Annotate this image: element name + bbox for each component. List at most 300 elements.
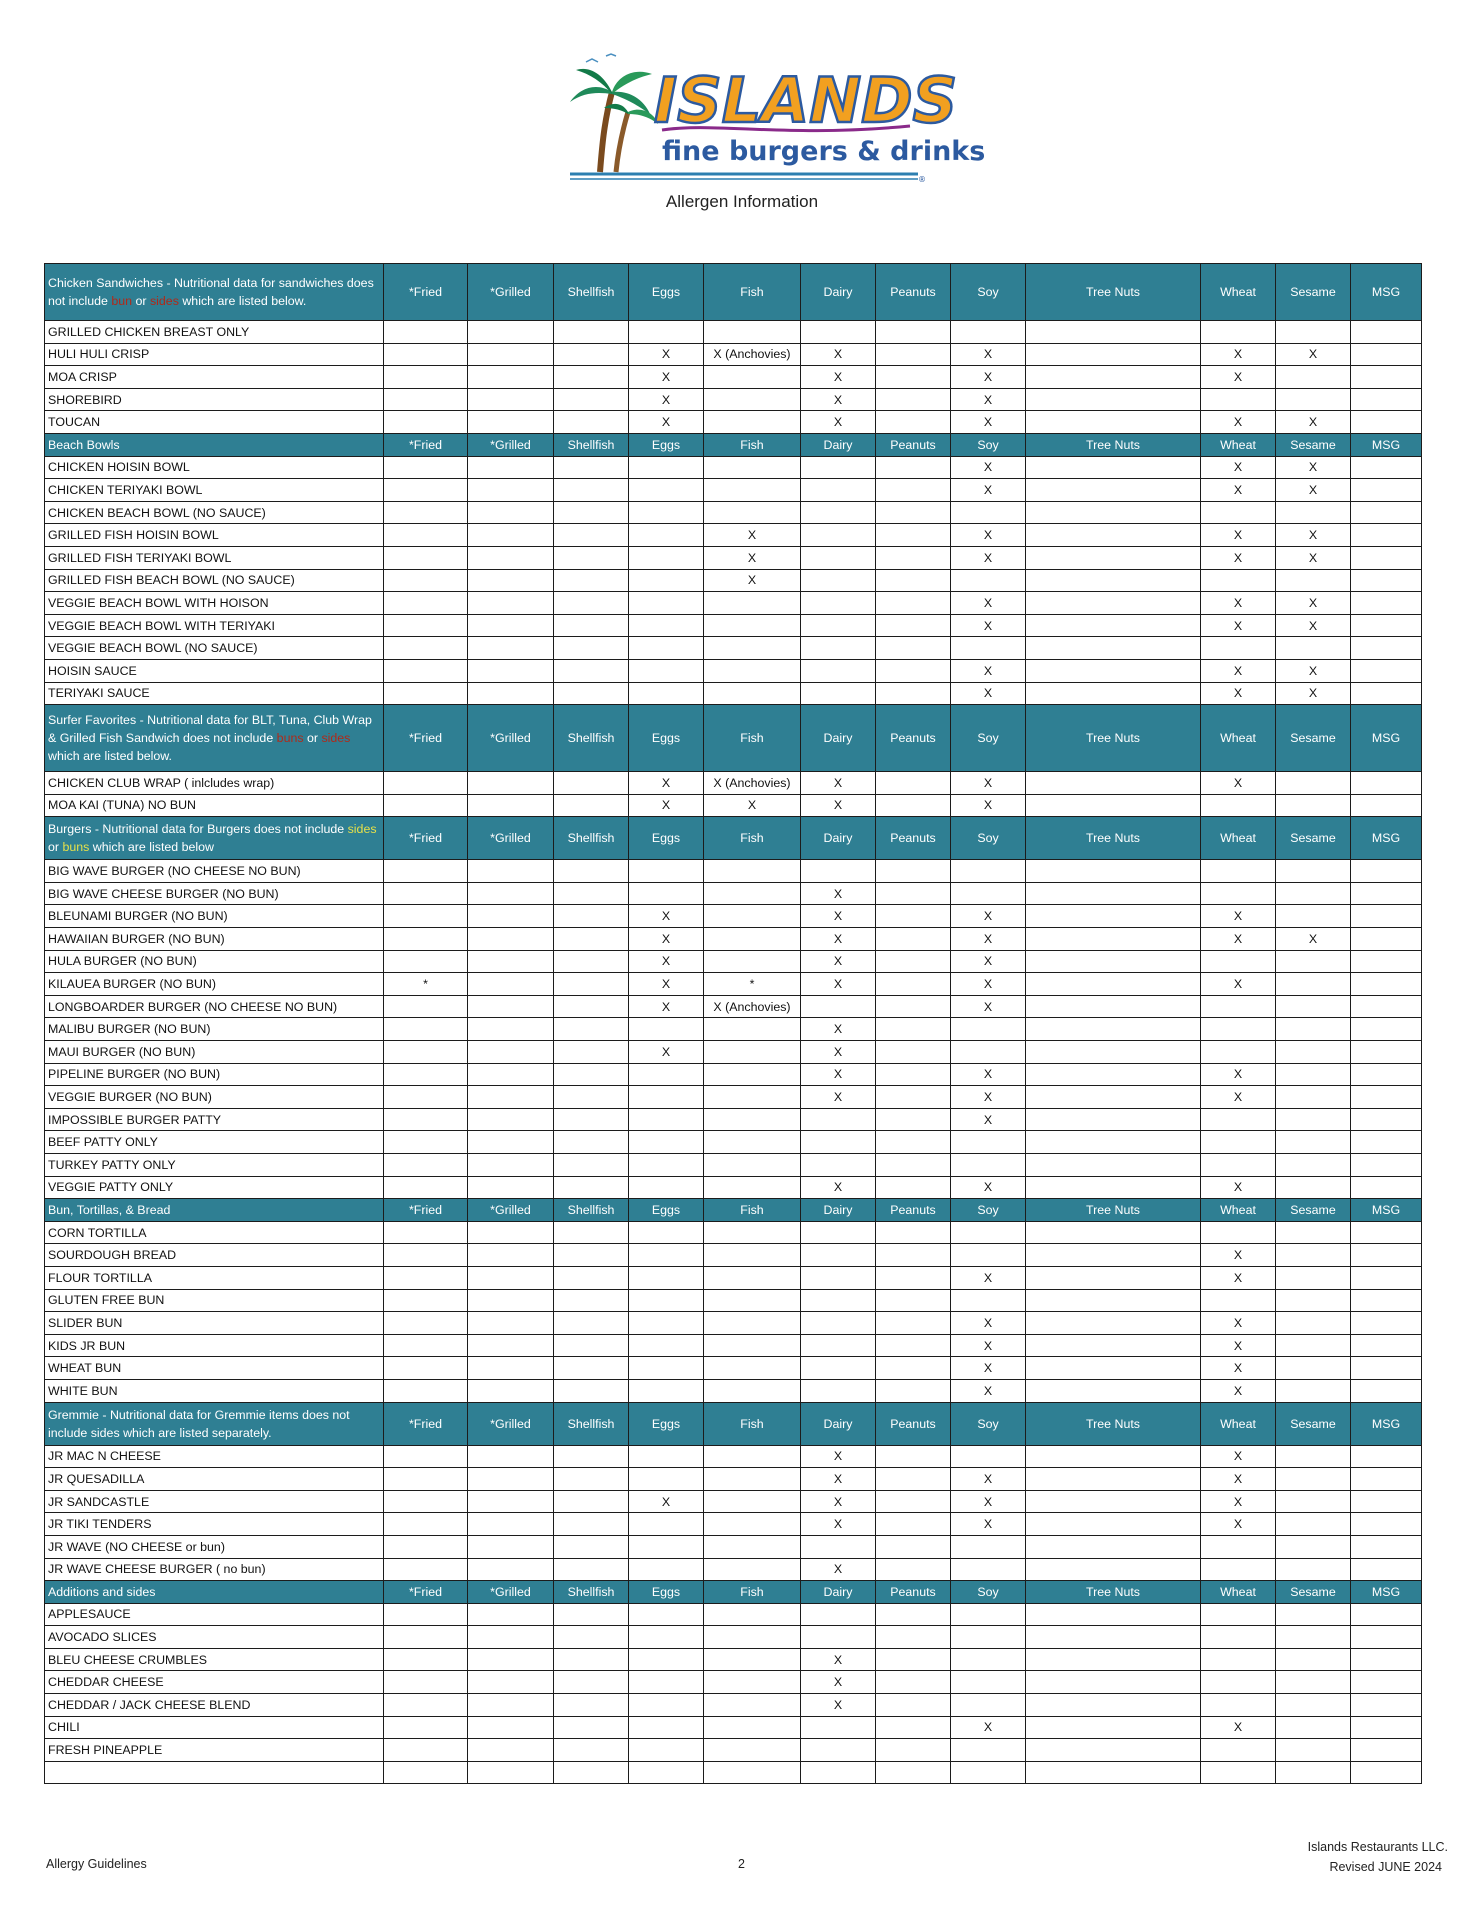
allergen-cell — [704, 366, 801, 389]
allergen-cell — [1351, 321, 1422, 344]
table-row — [45, 1154, 1422, 1177]
allergen-cell: X — [1276, 411, 1351, 434]
section-title-part: or — [303, 731, 322, 746]
allergen-cell — [1276, 973, 1351, 996]
allergen-cell: X — [951, 905, 1026, 928]
item-name: MAUI BURGER (NO BUN) — [45, 1041, 384, 1064]
allergen-cell — [1026, 682, 1201, 705]
allergen-cell — [554, 569, 629, 592]
allergen-cell — [1026, 1445, 1201, 1468]
allergen-cell — [1276, 1716, 1351, 1739]
section-title-part: or — [48, 840, 63, 855]
allergen-cell — [1351, 882, 1422, 905]
item-name — [45, 1761, 384, 1784]
column-header: Shellfish — [554, 433, 629, 456]
allergen-cell — [704, 1626, 801, 1649]
item-name: SHOREBIRD — [45, 388, 384, 411]
allergen-cell — [384, 1513, 468, 1536]
allergen-cell — [951, 1041, 1026, 1064]
allergen-cell — [468, 1357, 554, 1380]
allergen-cell: X — [704, 524, 801, 547]
allergen-cell — [1026, 973, 1201, 996]
allergen-cell — [1276, 1244, 1351, 1267]
allergen-cell — [876, 1558, 951, 1581]
allergen-cell — [1201, 1558, 1276, 1581]
allergen-cell — [876, 1086, 951, 1109]
allergen-cell: X — [951, 343, 1026, 366]
table-row — [45, 1445, 1422, 1468]
allergen-cell — [876, 456, 951, 479]
allergen-cell — [1351, 1334, 1422, 1357]
allergen-cell — [629, 1694, 704, 1717]
column-header: Soy — [951, 433, 1026, 456]
allergen-cell — [876, 1176, 951, 1199]
table-row — [45, 1513, 1422, 1536]
allergen-cell — [384, 366, 468, 389]
allergen-cell — [1026, 1535, 1201, 1558]
column-header: Wheat — [1201, 1402, 1276, 1445]
allergen-cell — [801, 569, 876, 592]
allergen-cell — [384, 546, 468, 569]
column-header: Wheat — [1201, 705, 1276, 772]
item-name: CHICKEN TERIYAKI BOWL — [45, 479, 384, 502]
table-row — [45, 659, 1422, 682]
allergen-cell — [1201, 1289, 1276, 1312]
column-header: Peanuts — [876, 1581, 951, 1604]
allergen-cell: X — [801, 1086, 876, 1109]
item-name: JR TIKI TENDERS — [45, 1513, 384, 1536]
item-name: FRESH PINEAPPLE — [45, 1739, 384, 1762]
allergen-cell — [704, 905, 801, 928]
allergen-cell — [704, 950, 801, 973]
allergen-cell — [1351, 1513, 1422, 1536]
allergen-cell — [704, 1244, 801, 1267]
column-header: Soy — [951, 1199, 1026, 1222]
allergen-cell — [554, 928, 629, 951]
allergen-cell — [704, 1063, 801, 1086]
allergen-cell — [876, 1716, 951, 1739]
allergen-cell — [629, 1063, 704, 1086]
allergen-cell — [554, 1603, 629, 1626]
allergen-cell — [1351, 772, 1422, 795]
section-title-part: Gremmie - Nutritional data for Gremmie items does not include sides which are listed separately. — [48, 1407, 350, 1440]
allergen-cell — [468, 388, 554, 411]
allergen-cell — [876, 1648, 951, 1671]
section-title-part: bun — [111, 294, 133, 308]
section-header — [45, 433, 1422, 456]
allergen-cell — [704, 1221, 801, 1244]
allergen-cell — [1026, 928, 1201, 951]
registered-mark: ® — [918, 175, 926, 184]
allergen-cell — [629, 1716, 704, 1739]
allergen-cell — [704, 1490, 801, 1513]
section-title — [45, 264, 384, 321]
allergen-cell — [801, 995, 876, 1018]
allergen-cell: X — [951, 1379, 1026, 1402]
allergen-cell — [468, 569, 554, 592]
allergen-cell — [1201, 1131, 1276, 1154]
allergen-cell — [554, 388, 629, 411]
item-name: PIPELINE BURGER (NO BUN) — [45, 1063, 384, 1086]
table-row — [45, 1379, 1422, 1402]
footer-company: Islands Restaurants LLC. — [1307, 1840, 1448, 1854]
allergen-cell — [704, 321, 801, 344]
column-header: *Grilled — [468, 817, 554, 860]
allergen-cell: X — [1201, 1468, 1276, 1491]
column-header: Dairy — [801, 817, 876, 860]
allergen-cell: X — [629, 366, 704, 389]
table-row — [45, 321, 1422, 344]
allergen-cell — [876, 928, 951, 951]
column-header: Sesame — [1276, 705, 1351, 772]
column-header: *Grilled — [468, 705, 554, 772]
table-row — [45, 1108, 1422, 1131]
allergen-cell — [384, 1266, 468, 1289]
allergen-cell — [384, 1535, 468, 1558]
allergen-cell — [876, 1063, 951, 1086]
column-header: Shellfish — [554, 1402, 629, 1445]
allergen-cell: X — [629, 905, 704, 928]
allergen-cell — [1276, 1468, 1351, 1491]
column-header: MSG — [1351, 433, 1422, 456]
allergen-cell — [554, 456, 629, 479]
allergen-cell — [629, 1535, 704, 1558]
allergen-cell: X — [1201, 1266, 1276, 1289]
allergen-cell — [704, 614, 801, 637]
allergen-cell: X — [951, 456, 1026, 479]
section-title — [45, 433, 384, 456]
allergen-cell — [554, 659, 629, 682]
allergen-cell — [1276, 501, 1351, 524]
allergen-cell — [1026, 1154, 1201, 1177]
column-header: Eggs — [629, 1581, 704, 1604]
allergen-cell — [704, 1513, 801, 1536]
allergen-cell: X — [629, 1041, 704, 1064]
allergen-cell — [468, 1468, 554, 1491]
allergen-cell — [629, 524, 704, 547]
allergen-cell — [704, 1379, 801, 1402]
section-header — [45, 1402, 1422, 1445]
allergen-cell — [629, 501, 704, 524]
column-header: *Fried — [384, 817, 468, 860]
allergen-cell — [1276, 1558, 1351, 1581]
column-header: Sesame — [1276, 264, 1351, 321]
allergen-cell — [384, 1739, 468, 1762]
allergen-cell — [1026, 1694, 1201, 1717]
allergen-cell: X — [629, 343, 704, 366]
section-title-part: Chicken Sandwiches - Nutritional data for sandwiches does not include — [48, 276, 374, 308]
table-row — [45, 524, 1422, 547]
allergen-cell — [1351, 1041, 1422, 1064]
allergen-cell — [1201, 1648, 1276, 1671]
table-row — [45, 794, 1422, 817]
allergen-cell — [1351, 1761, 1422, 1784]
allergen-cell — [1351, 456, 1422, 479]
allergen-cell — [629, 1558, 704, 1581]
allergen-cell — [554, 1379, 629, 1402]
section-title — [45, 1199, 384, 1222]
allergen-cell — [1276, 1289, 1351, 1312]
allergen-cell — [384, 1244, 468, 1267]
allergen-cell — [704, 479, 801, 502]
allergen-cell — [704, 928, 801, 951]
allergen-cell — [1026, 1357, 1201, 1380]
allergen-cell — [384, 456, 468, 479]
column-header: Eggs — [629, 1199, 704, 1222]
allergen-cell: X — [801, 772, 876, 795]
allergen-cell — [468, 1761, 554, 1784]
allergen-cell — [384, 905, 468, 928]
allergen-cell: X — [1201, 1445, 1276, 1468]
allergen-cell — [554, 950, 629, 973]
allergen-cell — [554, 1334, 629, 1357]
allergen-cell — [1276, 1086, 1351, 1109]
palm-tree-icon — [570, 54, 658, 172]
allergen-cell: X — [1276, 524, 1351, 547]
table-row — [45, 682, 1422, 705]
allergen-cell — [468, 1490, 554, 1513]
allergen-cell: X — [629, 995, 704, 1018]
allergen-cell — [801, 546, 876, 569]
allergen-cell — [468, 928, 554, 951]
allergen-cell — [554, 1694, 629, 1717]
allergen-cell — [1276, 1739, 1351, 1762]
allergen-cell — [384, 501, 468, 524]
allergen-cell — [629, 1154, 704, 1177]
allergen-cell — [1026, 1086, 1201, 1109]
allergen-cell — [1026, 1041, 1201, 1064]
column-header: Shellfish — [554, 817, 629, 860]
column-header: *Fried — [384, 264, 468, 321]
allergen-cell: X — [951, 1468, 1026, 1491]
table-row — [45, 411, 1422, 434]
column-header: Tree Nuts — [1026, 1199, 1201, 1222]
allergen-cell — [629, 1468, 704, 1491]
allergen-cell: X — [1276, 614, 1351, 637]
allergen-cell — [1026, 1648, 1201, 1671]
allergen-cell — [1201, 1108, 1276, 1131]
allergen-cell — [384, 1671, 468, 1694]
allergen-cell: X — [1201, 772, 1276, 795]
allergen-cell — [1276, 388, 1351, 411]
allergen-cell — [384, 1357, 468, 1380]
islands-logo — [566, 52, 986, 186]
allergen-cell — [876, 1221, 951, 1244]
allergen-cell — [554, 1357, 629, 1380]
allergen-cell — [554, 546, 629, 569]
allergen-cell — [704, 1558, 801, 1581]
allergen-cell: X — [1201, 411, 1276, 434]
allergen-cell — [1026, 501, 1201, 524]
allergen-cell — [876, 682, 951, 705]
allergen-cell — [1026, 995, 1201, 1018]
allergen-cell — [629, 1176, 704, 1199]
allergen-cell: X — [1276, 479, 1351, 502]
allergen-cell — [554, 1312, 629, 1335]
allergen-cell — [629, 592, 704, 615]
item-name: GRILLED FISH TERIYAKI BOWL — [45, 546, 384, 569]
allergen-cell: X — [629, 772, 704, 795]
allergen-cell — [801, 1131, 876, 1154]
allergen-cell — [1351, 860, 1422, 883]
allergen-cell — [1276, 905, 1351, 928]
allergen-cell: X — [801, 928, 876, 951]
allergen-cell — [704, 1716, 801, 1739]
column-header: Fish — [704, 264, 801, 321]
allergen-cell — [1026, 1266, 1201, 1289]
section-title-part: which are listed below — [89, 840, 215, 855]
allergen-cell — [801, 637, 876, 660]
allergen-cell — [1276, 772, 1351, 795]
allergen-cell — [876, 1154, 951, 1177]
allergen-cell — [1026, 1513, 1201, 1536]
allergen-cell — [384, 1603, 468, 1626]
allergen-cell — [876, 569, 951, 592]
allergen-cell — [1026, 882, 1201, 905]
allergen-cell: X — [951, 1357, 1026, 1380]
allergen-cell — [629, 479, 704, 502]
allergen-cell — [876, 1445, 951, 1468]
table-row — [45, 1603, 1422, 1626]
allergen-cell — [1351, 905, 1422, 928]
item-name: GRILLED FISH HOISIN BOWL — [45, 524, 384, 547]
allergen-cell: X — [1201, 479, 1276, 502]
allergen-cell — [468, 366, 554, 389]
allergen-cell — [951, 637, 1026, 660]
item-name: TERIYAKI SAUCE — [45, 682, 384, 705]
allergen-cell: X — [1276, 659, 1351, 682]
allergen-cell — [1351, 1131, 1422, 1154]
column-header: Eggs — [629, 264, 704, 321]
allergen-cell — [554, 479, 629, 502]
allergen-cell — [468, 1739, 554, 1762]
table-row — [45, 1312, 1422, 1335]
allergen-cell — [468, 411, 554, 434]
allergen-cell — [1026, 1176, 1201, 1199]
table-row — [45, 1468, 1422, 1491]
allergen-cell — [1351, 659, 1422, 682]
allergen-cell — [468, 659, 554, 682]
allergen-cell — [1276, 860, 1351, 883]
allergen-cell — [554, 772, 629, 795]
item-name: MOA CRISP — [45, 366, 384, 389]
allergen-cell — [801, 1108, 876, 1131]
allergen-cell — [468, 321, 554, 344]
item-name: GRILLED FISH BEACH BOWL (NO SAUCE) — [45, 569, 384, 592]
table-row — [45, 479, 1422, 502]
column-header: *Fried — [384, 705, 468, 772]
item-name: WHEAT BUN — [45, 1357, 384, 1380]
allergen-cell — [1276, 950, 1351, 973]
allergen-cell — [876, 1334, 951, 1357]
allergen-cell — [1351, 592, 1422, 615]
allergen-cell — [468, 1535, 554, 1558]
allergen-cell — [1026, 411, 1201, 434]
allergen-cell: X — [951, 592, 1026, 615]
item-name: FLOUR TORTILLA — [45, 1266, 384, 1289]
allergen-cell — [1026, 569, 1201, 592]
allergen-cell — [951, 1018, 1026, 1041]
allergen-cell — [1351, 1176, 1422, 1199]
table-row — [45, 456, 1422, 479]
allergen-cell — [468, 614, 554, 637]
allergen-cell — [468, 1334, 554, 1357]
item-name: JR QUESADILLA — [45, 1468, 384, 1491]
allergen-cell — [554, 1266, 629, 1289]
item-name: BLEU CHEESE CRUMBLES — [45, 1648, 384, 1671]
item-name: CHILI — [45, 1716, 384, 1739]
column-header: Shellfish — [554, 1199, 629, 1222]
allergen-cell — [468, 1716, 554, 1739]
allergen-cell — [876, 1108, 951, 1131]
column-header: Dairy — [801, 1199, 876, 1222]
allergen-cell — [468, 546, 554, 569]
allergen-cell: X — [629, 950, 704, 973]
allergen-cell — [629, 882, 704, 905]
allergen-cell — [1026, 479, 1201, 502]
allergen-cell — [554, 501, 629, 524]
column-header: Peanuts — [876, 705, 951, 772]
allergen-cell — [876, 524, 951, 547]
section-title-part: which are listed below. — [178, 294, 307, 308]
allergen-cell: X (Anchovies) — [704, 995, 801, 1018]
allergen-cell — [468, 772, 554, 795]
item-name: GLUTEN FREE BUN — [45, 1289, 384, 1312]
allergen-cell — [704, 860, 801, 883]
item-name: HAWAIIAN BURGER (NO BUN) — [45, 928, 384, 951]
allergen-cell — [629, 1312, 704, 1335]
allergen-cell — [1351, 501, 1422, 524]
allergen-cell — [1351, 1694, 1422, 1717]
table-row — [45, 1176, 1422, 1199]
allergen-cell — [1201, 1041, 1276, 1064]
allergen-cell — [704, 1334, 801, 1357]
allergen-cell — [384, 1131, 468, 1154]
item-name: AVOCADO SLICES — [45, 1626, 384, 1649]
allergen-cell — [876, 1603, 951, 1626]
allergen-cell — [1276, 1041, 1351, 1064]
allergen-cell: X — [951, 1490, 1026, 1513]
allergen-cell — [1276, 1266, 1351, 1289]
column-header: Soy — [951, 1402, 1026, 1445]
column-header: Wheat — [1201, 817, 1276, 860]
allergen-cell: X — [629, 928, 704, 951]
allergen-cell — [876, 1244, 951, 1267]
allergen-cell — [704, 1535, 801, 1558]
allergen-cell — [554, 411, 629, 434]
column-header: Wheat — [1201, 1581, 1276, 1604]
allergen-cell — [468, 950, 554, 973]
allergen-cell — [384, 1312, 468, 1335]
allergen-cell — [1351, 1108, 1422, 1131]
allergen-cell: X — [951, 950, 1026, 973]
allergen-cell — [384, 1761, 468, 1784]
allergen-cell — [554, 592, 629, 615]
allergen-cell — [384, 772, 468, 795]
column-header: Eggs — [629, 817, 704, 860]
allergen-cell — [704, 1041, 801, 1064]
allergen-cell — [554, 1108, 629, 1131]
allergen-cell — [951, 1221, 1026, 1244]
section-header — [45, 1199, 1422, 1222]
item-name: KILAUEA BURGER (NO BUN) — [45, 973, 384, 996]
allergen-cell — [554, 1131, 629, 1154]
allergen-cell — [876, 950, 951, 973]
allergen-cell — [1351, 1603, 1422, 1626]
table-row — [45, 388, 1422, 411]
section-title-part: Beach Bowls — [48, 437, 120, 452]
allergen-cell — [468, 1603, 554, 1626]
